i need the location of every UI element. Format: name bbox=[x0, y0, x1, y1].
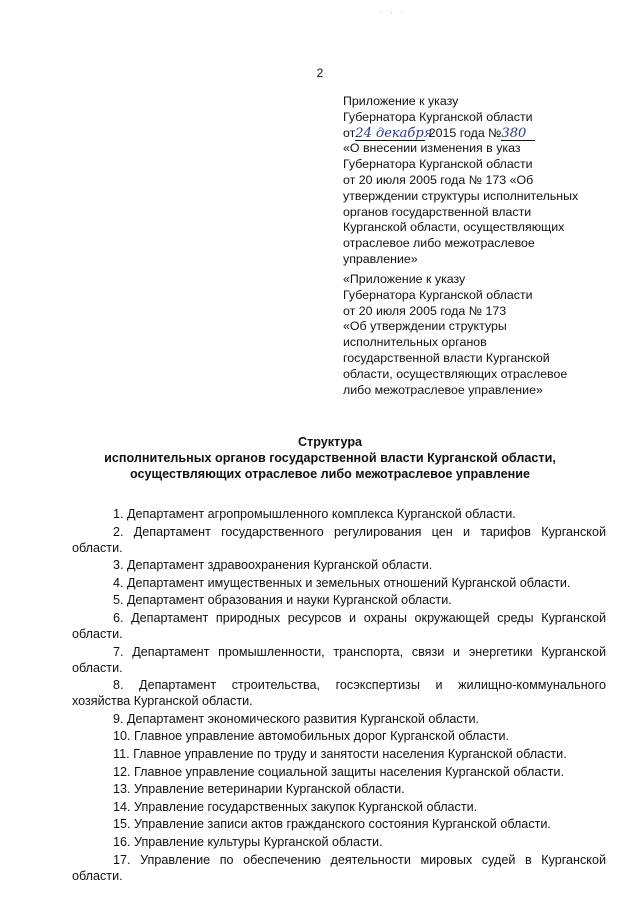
list-item: 16. Управление культуры Курганской области. bbox=[113, 834, 383, 849]
list-item: 12. Главное управление социальной защиты населения Курганской области. bbox=[113, 764, 564, 779]
appendix-line: Губернатора Курганской области bbox=[343, 287, 533, 302]
appendix-line: области, осуществляющих отраслевое bbox=[343, 366, 568, 381]
appendix-line: от 20 июля 2005 года № 173 bbox=[343, 303, 507, 318]
page-number: 2 bbox=[316, 66, 324, 80]
list-item: 13. Управление ветеринарии Курганской области. bbox=[113, 782, 405, 797]
date-prefix: от bbox=[343, 125, 356, 140]
title-line: Структура bbox=[297, 435, 363, 449]
appendix-line: либо межотраслевое управление» bbox=[343, 382, 543, 397]
appendix-line: Губернатора Курганской области bbox=[343, 157, 533, 172]
list-item: 7. Департамент промышленности, транспорта, связи и энергетики Курганской области. bbox=[72, 644, 606, 675]
structure-list bbox=[72, 506, 606, 885]
appendix-line: отраслевое либо межотраслевое bbox=[343, 236, 535, 251]
appendix-line: Курганской области, осуществляющих bbox=[343, 220, 565, 235]
appendix-line: «Приложение к указу bbox=[343, 272, 466, 286]
list-item: 6. Департамент природных ресурсов и охраны окружающей среды Курганской области. bbox=[72, 610, 606, 641]
appendix-line: Губернатора Курганской области bbox=[343, 109, 533, 124]
document-title bbox=[60, 434, 600, 482]
list-item: 8. Департамент строительства, госэкспертизы и жилищно-коммунального хозяйства Курганской области. bbox=[72, 678, 606, 709]
appendix-line: органов государственной власти bbox=[343, 204, 532, 219]
list-item: 3. Департамент здравоохранения Курганской области. bbox=[113, 558, 433, 573]
title-line: осуществляющих отраслевое либо межотраслевое управление bbox=[130, 467, 530, 481]
appendix-line: государственной власти Курганской bbox=[343, 350, 550, 365]
list-item: 10. Главное управление автомобильных дорог Курганской области. bbox=[113, 729, 509, 744]
list-item: 1. Департамент агропромышленного комплекса Курганской области. bbox=[113, 507, 516, 521]
appendix-line: управление» bbox=[343, 251, 418, 266]
appendix-line: «Об утверждении структуры bbox=[343, 319, 507, 334]
list-item: 4. Департамент имущественных и земельных отношений Курганской области. bbox=[113, 575, 571, 590]
list-item: 5. Департамент образования и науки Курганской области. bbox=[113, 593, 452, 608]
list-item: 15. Управление записи актов гражданского состояния Курганской области. bbox=[113, 817, 551, 832]
handwritten-date: 24 декабря bbox=[355, 125, 433, 141]
appendix-line: от 20 июля 2005 года № 173 «Об bbox=[343, 172, 534, 187]
list-item: 17. Управление по обеспечению деятельности мировых судей в Курганской области. bbox=[72, 852, 606, 883]
appendix-line: Приложение к указу bbox=[343, 94, 459, 108]
scan-marks: . . . bbox=[380, 6, 407, 15]
title-line: исполнительных органов государственной власти Курганской области, bbox=[104, 451, 556, 465]
appendix-line: «О внесении изменения в указ bbox=[343, 141, 521, 156]
date-year: 2015 года № bbox=[428, 125, 502, 140]
appendix-amendment-block bbox=[343, 94, 613, 268]
list-item: 14. Управление государственных закупок Курганской области. bbox=[113, 799, 478, 814]
appendix-date-line bbox=[343, 126, 613, 142]
appendix-original-block bbox=[343, 272, 613, 398]
appendix-line: утверждении структуры исполнительных bbox=[343, 188, 579, 203]
appendix-line: исполнительных органов bbox=[343, 335, 487, 350]
list-item: 9. Департамент экономического развития Курганской области. bbox=[113, 711, 480, 726]
handwritten-number: 380 bbox=[501, 127, 535, 141]
list-item: 2. Департамент государственного регулирования цен и тарифов Курганской области. bbox=[72, 524, 606, 555]
list-item: 11. Главное управление по труду и занятости населения Курганской области. bbox=[113, 746, 567, 761]
